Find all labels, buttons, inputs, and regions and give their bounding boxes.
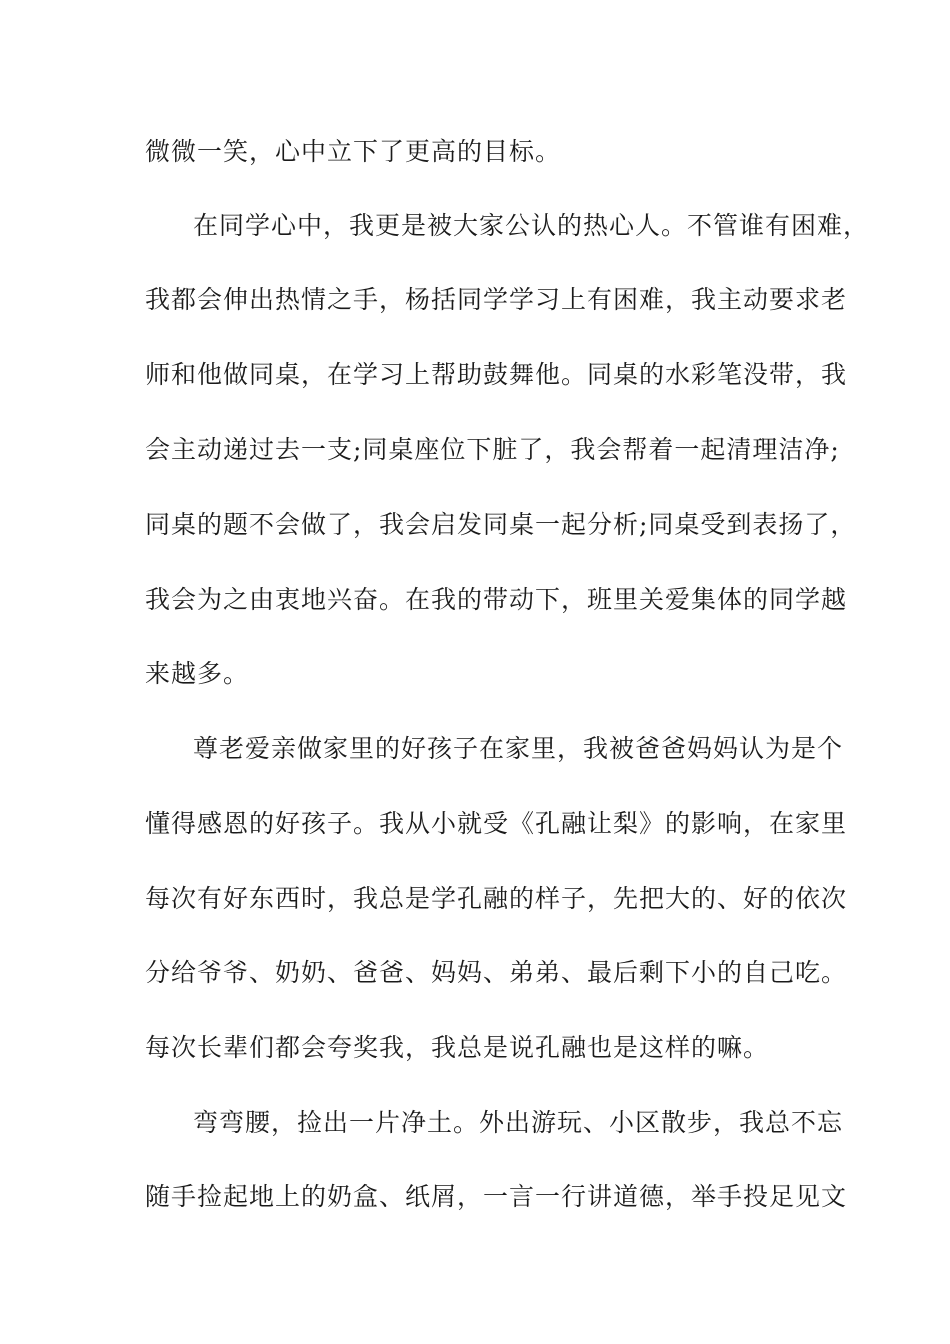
paragraph-start-line: 弯弯腰，捡出一片净土。外出游玩、小区散步，我总不忘 [193, 1108, 844, 1137]
text-line: 我都会伸出热情之手，杨括同学学习上有困难，我主动要求老 [145, 285, 848, 314]
text-line: 随手捡起地上的奶盒、纸屑，一言一行讲道德，举手投足见文 [145, 1182, 848, 1211]
text-line: 微微一笑，心中立下了更高的目标。 [145, 137, 562, 166]
text-line: 我会为之由衷地兴奋。在我的带动下，班里关爱集体的同学越 [145, 585, 848, 614]
paragraph-start-line: 尊老爱亲做家里的好孩子在家里，我被爸爸妈妈认为是个 [193, 734, 844, 763]
text-line: 分给爷爷、奶奶、爸爸、妈妈、弟弟、最后剩下小的自己吃。 [145, 958, 848, 987]
text-line: 每次有好东西时，我总是学孔融的样子，先把大的、好的依次 [145, 884, 848, 913]
text-line: 会主动递过去一支;同桌座位下脏了，我会帮着一起清理洁净; [145, 435, 840, 464]
text-line: 来越多。 [145, 659, 250, 688]
text-line: 每次长辈们都会夸奖我，我总是说孔融也是这样的嘛。 [145, 1033, 770, 1062]
text-line: 懂得感恩的好孩子。我从小就受《孔融让梨》的影响，在家里 [145, 809, 848, 838]
text-line: 同桌的题不会做了，我会启发同桌一起分析;同桌受到表扬了， [145, 510, 857, 539]
text-line: 师和他做同桌，在学习上帮助鼓舞他。同桌的水彩笔没带，我 [145, 360, 848, 389]
paragraph-start-line: 在同学心中，我更是被大家公认的热心人。不管谁有困难， [193, 211, 870, 240]
